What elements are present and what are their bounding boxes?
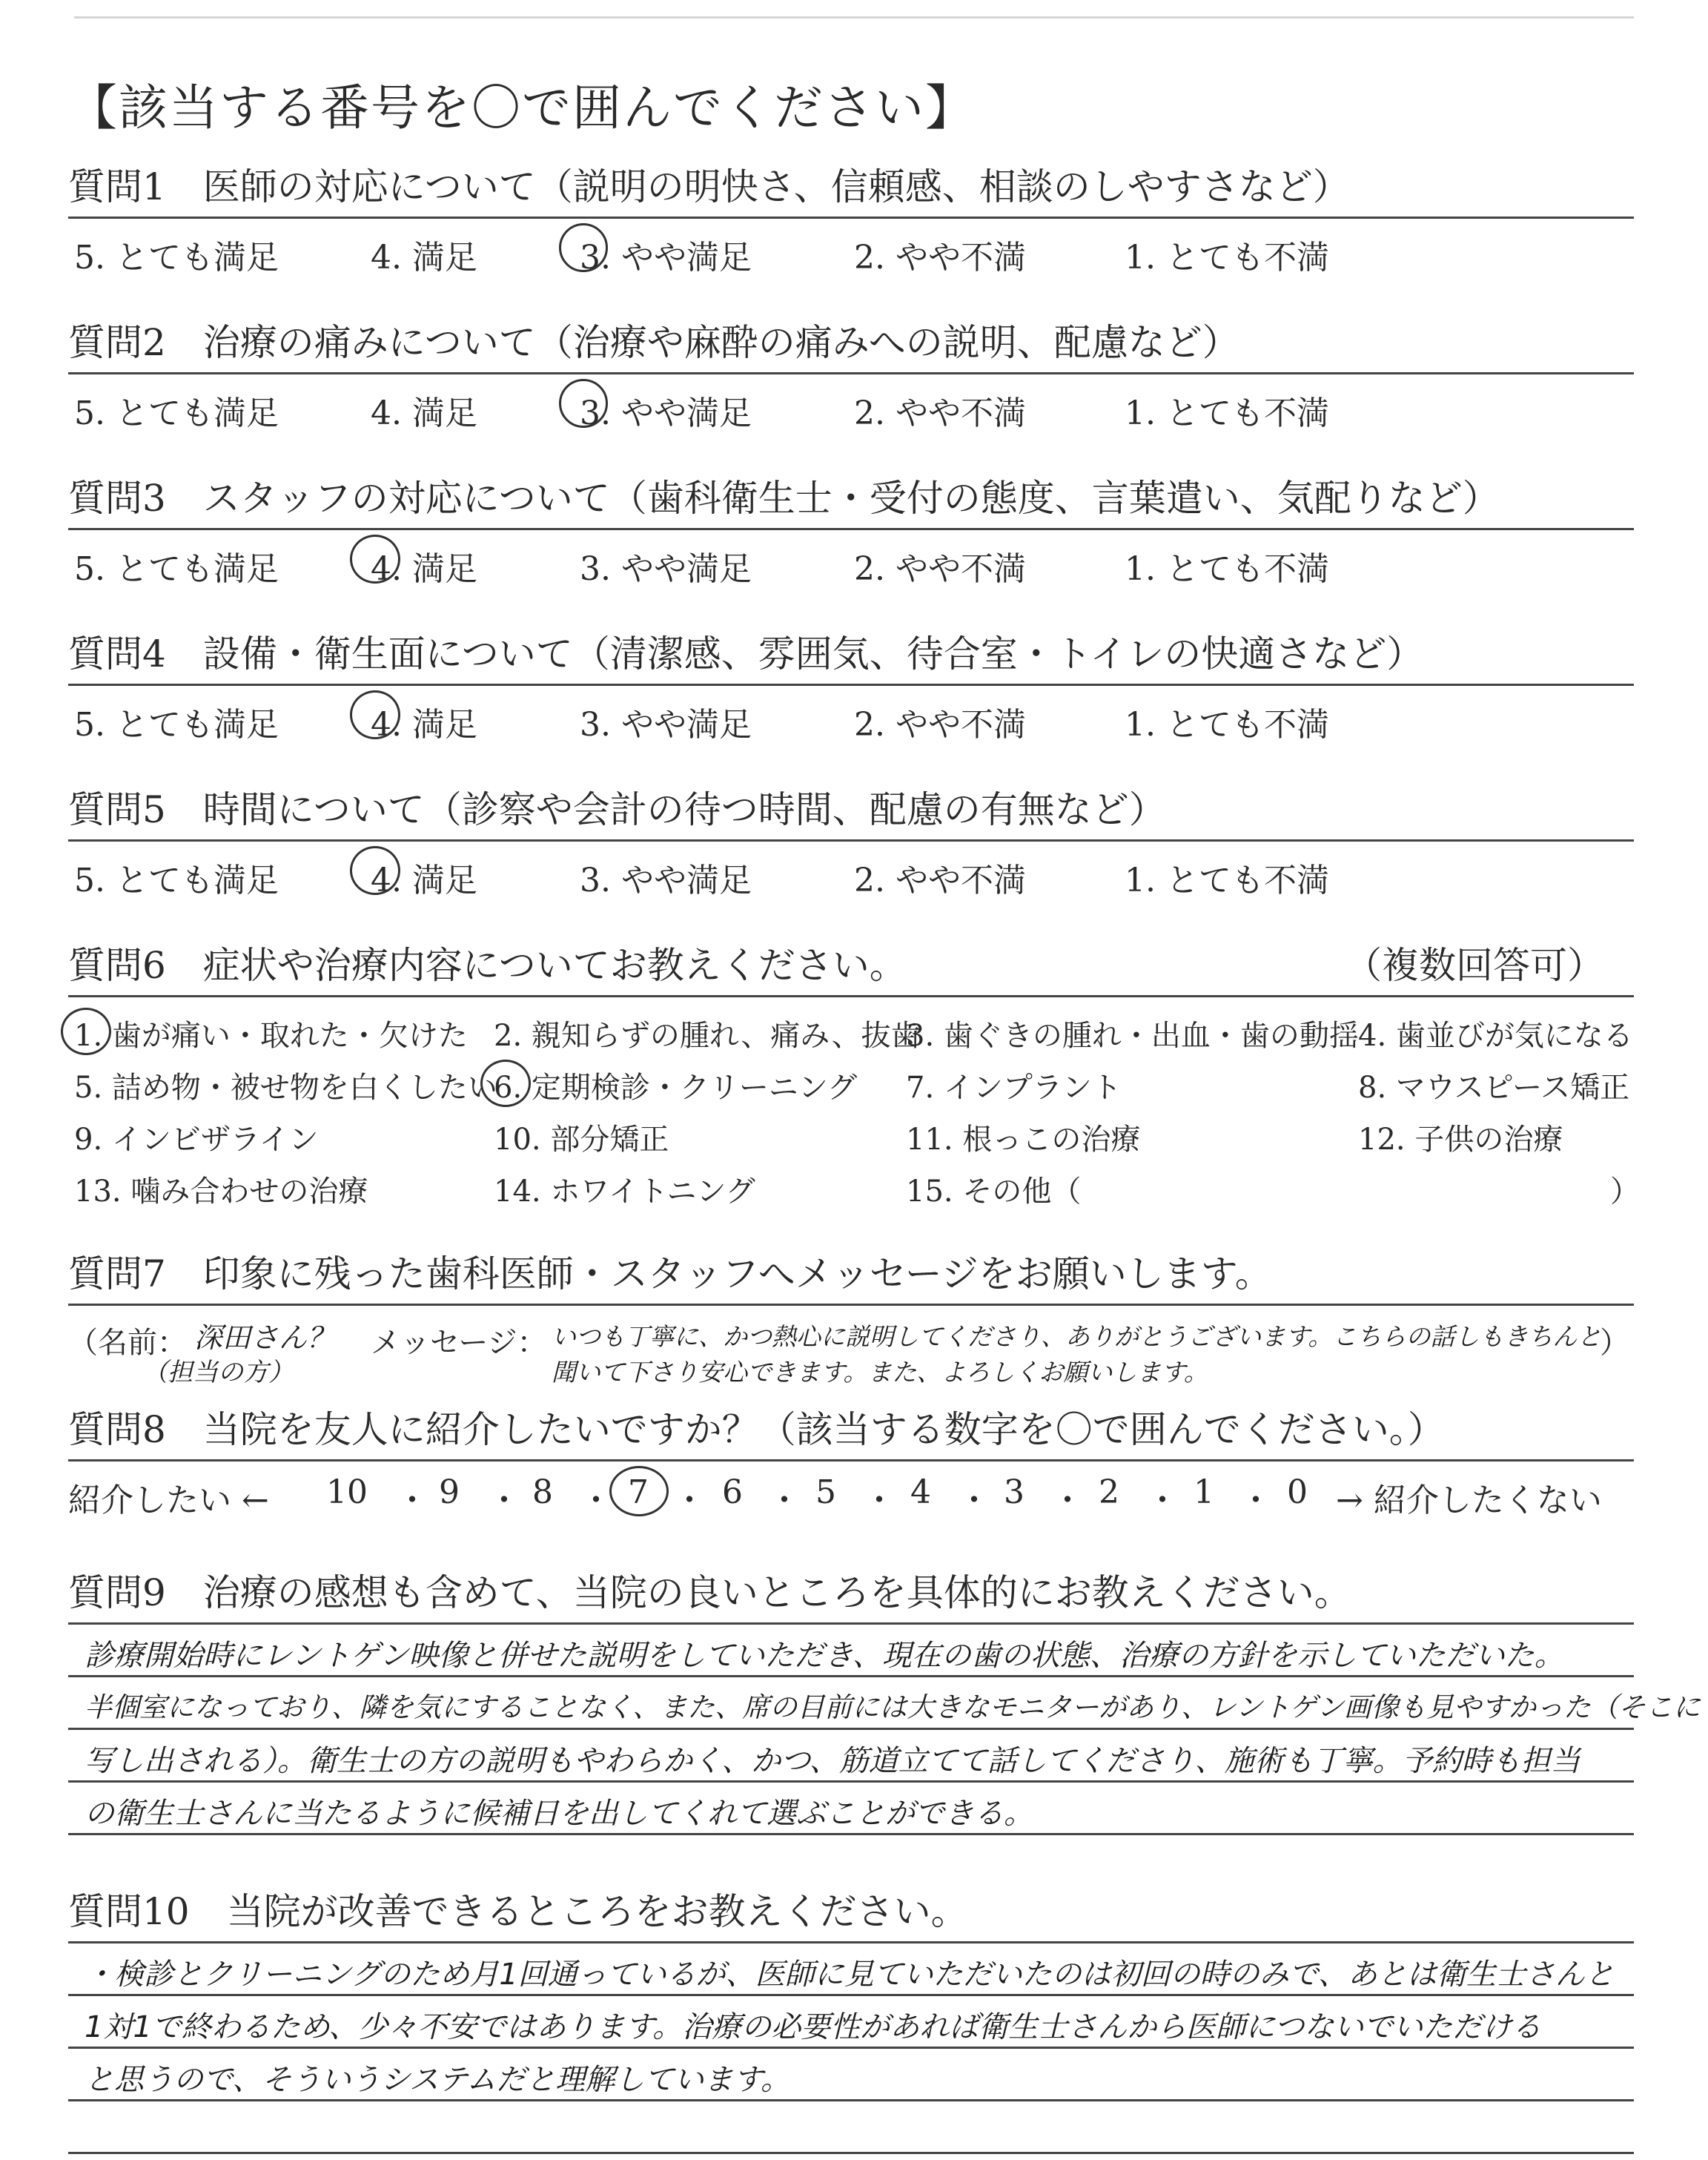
answer-line <box>68 1783 1634 1835</box>
selection-circle <box>350 535 400 584</box>
option-4-selected[interactable]: 4. 満足 <box>371 706 477 744</box>
selection-circle <box>559 223 608 272</box>
option-4-selected[interactable]: 4. 満足 <box>371 550 477 588</box>
rating-options <box>68 530 1634 588</box>
scale-9[interactable]: 9 <box>439 1473 460 1511</box>
selection-circle <box>480 1060 531 1107</box>
symptom-15-other[interactable]: 15. その他（ <box>906 1175 1082 1209</box>
answer-line <box>68 2101 1634 2154</box>
other-close-paren: ） <box>1610 1175 1640 1209</box>
option-2[interactable]: 2. やや不満 <box>854 862 1026 899</box>
page-title: 【該当する番号を〇で囲んでください】 <box>68 79 976 136</box>
answer-text[interactable]: 診療開始時にレントゲン映像と併せた説明をしていただき、現在の歯の状態、治療の方針を示していただいた。 <box>85 1639 1564 1673</box>
answer-text[interactable]: 1対1で終わるため、少々不安ではあります。治療の必要性があれば衛生士さんから医師につないでいただける <box>85 2010 1542 2044</box>
selection-circle <box>609 1466 669 1516</box>
answer-line <box>68 1730 1634 1783</box>
selection-circle <box>61 1008 111 1055</box>
name-subtext: （担当の方） <box>142 1358 294 1387</box>
answer-text[interactable]: と思うので、そういうシステムだと理解しています。 <box>85 2063 790 2097</box>
question-heading: 質問5 時間について（診察や会計の待つ時間、配慮の有無など） <box>68 787 1634 842</box>
selection-circle <box>350 690 400 739</box>
question-9 <box>68 1571 1701 1835</box>
answer-line <box>68 1943 1634 1996</box>
question-5 <box>68 787 1634 899</box>
question-heading: 質問3 スタッフの対応について（歯科衛生士・受付の態度、言葉遣い、気配りなど） <box>68 476 1634 530</box>
option-5[interactable]: 5. とても満足 <box>74 862 279 899</box>
scale-5[interactable]: 5 <box>815 1473 836 1511</box>
option-5[interactable]: 5. とても満足 <box>74 706 279 744</box>
scale-8[interactable]: 8 <box>532 1473 553 1511</box>
option-2[interactable]: 2. やや不満 <box>854 706 1026 744</box>
answer-text[interactable]: 写し出される）。衛生士の方の説明もやわらかく、かつ、筋道立てて話してくださり、施術も丁寧。予約時も担当 <box>85 1744 1580 1778</box>
question-heading: 質問4 設備・衛生面について（清潔感、雰囲気、待合室・トイレの快適さなど） <box>68 632 1634 686</box>
symptom-3[interactable]: 3. 歯ぐきの腫れ・出血・歯の動揺 <box>906 1019 1359 1053</box>
symptom-7[interactable]: 7. インプラント <box>906 1071 1122 1105</box>
symptom-6-selected[interactable]: 6. 定期検診・クリーニング <box>494 1071 858 1105</box>
selection-circle <box>559 379 608 428</box>
question-heading: 質問1 医師の対応について（説明の明快さ、信頼感、相談のしやすさなど） <box>68 165 1634 219</box>
symptom-9[interactable]: 9. インビザライン <box>74 1123 319 1157</box>
selection-circle <box>350 846 400 895</box>
question-heading <box>68 943 1634 997</box>
scale-0[interactable]: 0 <box>1287 1473 1308 1511</box>
answer-line <box>68 1996 1634 2049</box>
question-heading: 質問7 印象に残った歯科医師・スタッフへメッセージをお願いします。 <box>68 1252 1634 1306</box>
symptom-5[interactable]: 5. 詰め物・被せ物を白くしたい <box>74 1071 497 1105</box>
option-4[interactable]: 4. 満足 <box>371 239 477 277</box>
option-3[interactable]: 3. やや満足 <box>580 862 752 899</box>
question-3 <box>68 476 1634 588</box>
option-1[interactable]: 1. とても不満 <box>1125 394 1329 432</box>
symptom-12[interactable]: 12. 子供の治療 <box>1358 1123 1563 1157</box>
question-10 <box>68 1889 1634 2154</box>
option-3[interactable]: 3. やや満足 <box>580 706 752 744</box>
answer-text[interactable]: ・検診とクリーニングのため月1回通っているが、医師に見ていただいたのは初回の時のみで、あとは衛生士さんと <box>85 1958 1615 1992</box>
scale-10[interactable]: 10 <box>326 1473 368 1511</box>
multiple-answers-note: （複数回答可） <box>1345 944 1604 987</box>
scale-7-selected[interactable]: 7 <box>628 1473 649 1511</box>
message-label: メッセージ： <box>371 1326 547 1360</box>
option-3-selected[interactable]: 3. やや満足 <box>580 239 752 277</box>
question-1 <box>68 165 1634 277</box>
scale-2[interactable]: 2 <box>1099 1473 1119 1511</box>
option-5[interactable]: 5. とても満足 <box>74 394 279 432</box>
question-6 <box>68 943 1640 1212</box>
scale-1[interactable]: 1 <box>1194 1473 1214 1511</box>
option-2[interactable]: 2. やや不満 <box>854 550 1026 588</box>
question-4 <box>68 632 1634 744</box>
option-5[interactable]: 5. とても満足 <box>74 550 279 588</box>
symptom-14[interactable]: 14. ホワイトニング <box>494 1175 755 1209</box>
scale-3[interactable]: 3 <box>1004 1473 1025 1511</box>
option-5[interactable]: 5. とても満足 <box>74 239 279 277</box>
symptom-options <box>68 997 1640 1212</box>
option-3-selected[interactable]: 3. やや満足 <box>580 394 752 432</box>
option-4[interactable]: 4. 満足 <box>371 394 477 432</box>
answer-line <box>68 1677 1701 1730</box>
symptom-13[interactable]: 13. 噛み合わせの治療 <box>74 1175 368 1209</box>
option-1[interactable]: 1. とても不満 <box>1125 239 1329 277</box>
answer-text[interactable]: 半個室になっており、隣を気にすることなく、また、席の目前には大きなモニターがあり、レントゲン画像も見やすかった（そこに <box>85 1691 1701 1723</box>
option-4-selected[interactable]: 4. 満足 <box>371 862 477 899</box>
question-heading: 質問2 治療の痛みについて（治療や麻酔の痛みへの説明、配慮など） <box>68 320 1634 374</box>
question-heading: 質問9 治療の感想も含めて、当院の良いところを具体的にお教えください。 <box>68 1571 1634 1625</box>
question-heading: 質問8 当院を友人に紹介したいですか？（該当する数字を〇で囲んでください。） <box>68 1407 1634 1462</box>
option-1[interactable]: 1. とても不満 <box>1125 862 1329 899</box>
question-heading: 質問10 当院が改善できるところをお教えください。 <box>68 1889 1634 1943</box>
name-value[interactable]: 深田さん？ <box>194 1321 336 1354</box>
message-line-1[interactable]: いつも丁寧に、かつ熱心に説明してくださり、ありがとうございます。こちらの話しもきちんと <box>552 1322 1602 1351</box>
answer-line <box>68 1625 1634 1677</box>
option-3[interactable]: 3. やや満足 <box>580 550 752 588</box>
question-6-title: 質問6 症状や治療内容についてお教えください。 <box>68 944 907 987</box>
rating-options <box>68 219 1634 277</box>
option-2[interactable]: 2. やや不満 <box>854 239 1026 277</box>
name-label: （名前： <box>68 1326 187 1360</box>
option-2[interactable]: 2. やや不満 <box>854 394 1026 432</box>
rating-options <box>68 686 1634 744</box>
symptom-1-selected[interactable]: 1. 歯が痛い・取れた・欠けた <box>74 1019 468 1053</box>
scale-4[interactable]: 4 <box>910 1473 931 1511</box>
rating-options <box>68 842 1634 899</box>
message-close-paren: ） <box>1600 1326 1629 1360</box>
answer-text[interactable]: の衛生士さんに当たるように候補日を出してくれて選ぶことができる。 <box>85 1797 1033 1831</box>
question-2 <box>68 320 1634 432</box>
recommend-scale: 紹介したい ← 10 ・ 9 ・ 8 ・ 7 ・ 6 ・ 5 ・ 4 ・ 3 ・ 2 ・ 1 ・ 0 → 紹介したくない <box>68 1462 1634 1521</box>
option-1[interactable]: 1. とても不満 <box>1125 550 1329 588</box>
option-1[interactable]: 1. とても不満 <box>1125 706 1329 744</box>
answer-line <box>68 2049 1634 2101</box>
symptom-10[interactable]: 10. 部分矯正 <box>494 1123 669 1157</box>
scale-6[interactable]: 6 <box>722 1473 743 1511</box>
scale-right-label: → 紹介したくない <box>1336 1482 1602 1519</box>
rating-options <box>68 374 1634 432</box>
question-7 <box>68 1252 1634 1387</box>
symptom-11[interactable]: 11. 根っこの治療 <box>906 1123 1141 1157</box>
question-8 <box>68 1407 1634 1521</box>
message-block <box>68 1306 1634 1387</box>
symptom-2[interactable]: 2. 親知らずの腫れ、痛み、抜歯 <box>494 1019 921 1053</box>
symptom-4[interactable]: 4. 歯並びが気になる <box>1358 1019 1633 1053</box>
symptom-8[interactable]: 8. マウスピース矯正 <box>1358 1071 1630 1105</box>
scale-left-label: 紹介したい ← <box>68 1482 269 1519</box>
top-border <box>74 16 1634 19</box>
message-line-2[interactable]: 聞いて下さり安心できます。また、よろしくお願いします。 <box>552 1358 1208 1387</box>
